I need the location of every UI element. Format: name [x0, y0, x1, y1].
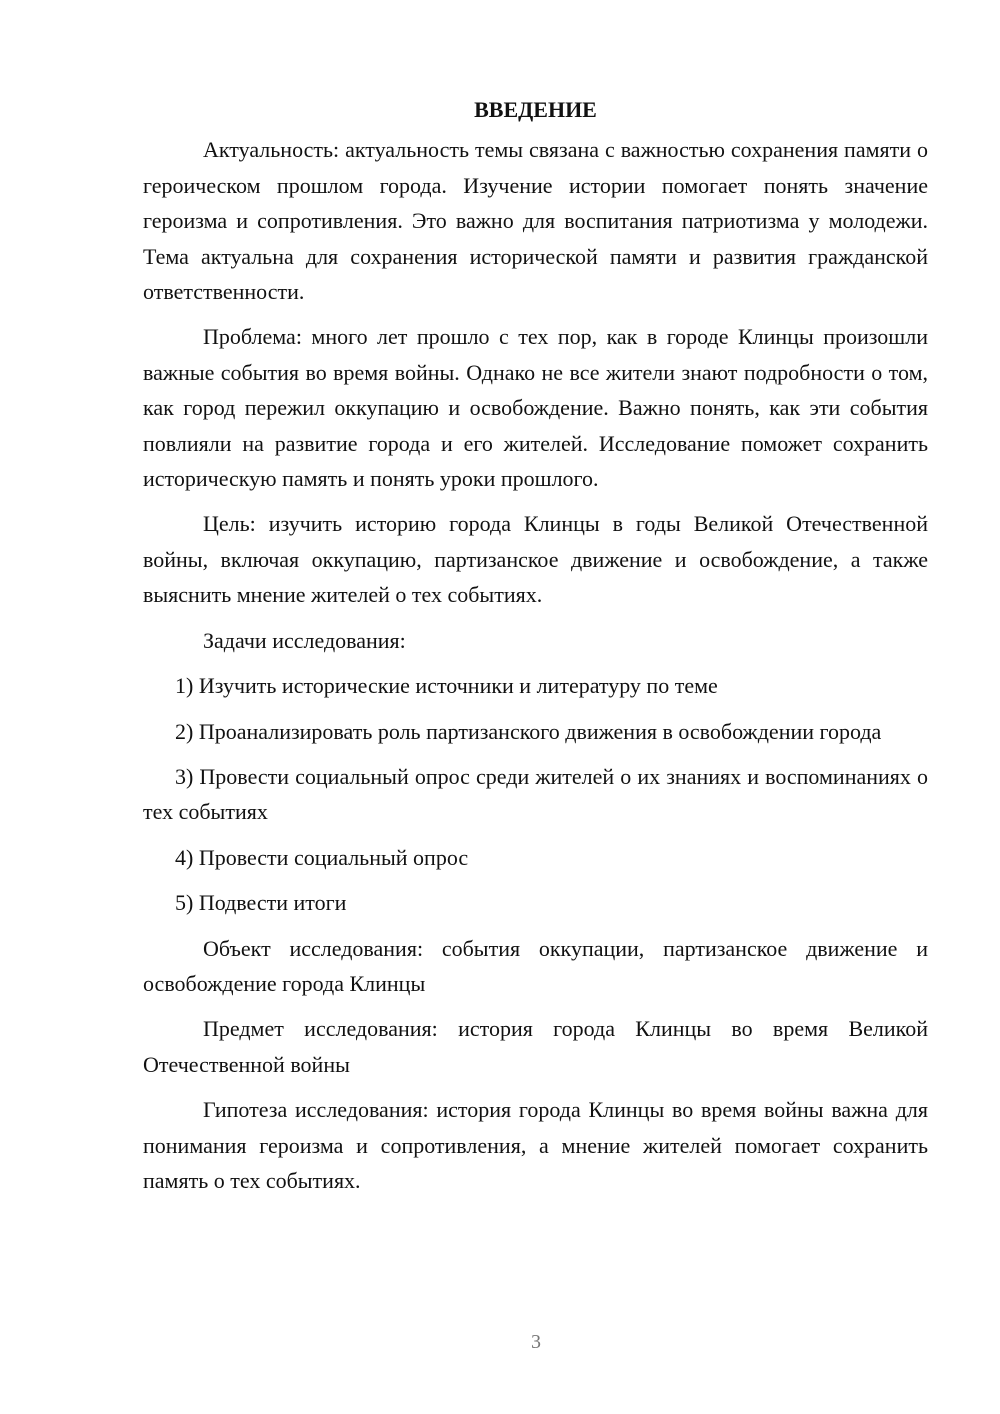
- paragraph-goal: Цель: изучить историю города Клинцы в годы Великой Отечественной войны, включая оккупацию, партизанское движение и освобождение, а также выяснить мнение жителей о тех событиях.: [143, 511, 928, 608]
- paragraph-relevance: Актуальность: актуальность темы связана с важностью сохранения памяти о героическом прошлом города. Изучение истории помогает понять значение героизма и сопротивления. Это важно для воспитания патриотизма у молодежи. Тема актуальна для сохранения исторической памяти и развития гражданской ответственности.: [143, 137, 928, 305]
- paragraph-subject: Предмет исследования: история города Клинцы во время Великой Отечественной войны: [143, 1016, 928, 1077]
- page-title: ВВЕДЕНИЕ: [474, 97, 597, 122]
- paragraph-hypothesis: Гипотеза исследования: история города Клинцы во время войны важна для понимания героизма и сопротивления, а мнение жителей помогает сохранить память о тех событиях.: [143, 1097, 928, 1193]
- page-content: [143, 92, 928, 1208]
- paragraph-problem: Проблема: много лет прошло с тех пор, как в городе Клинцы произошли важные события во время войны. Однако не все жители знают подробности о том, как город пережил оккупацию и освобождение. Важно понять, как эти события повлияли на развитие города и его жителей. Исследование поможет сохранить историческую память и понять уроки прошлого.: [143, 324, 928, 492]
- list-item: 1) Изучить исторические источники и литературу по теме: [175, 673, 718, 699]
- paragraph-object: Объект исследования: события оккупации, партизанское движение и освобождение города Клинцы: [143, 935, 928, 996]
- list-item: 5) Подвести итоги: [175, 890, 347, 916]
- list-item: 2) Проанализировать роль партизанского движения в освобождении города: [175, 718, 882, 744]
- list-item: 3) Провести социальный опрос среди жителей о их знаниях и воспоминаниях о тех событиях: [143, 763, 928, 825]
- list-item: 4) Провести социальный опрос: [175, 844, 469, 870]
- tasks-list: [143, 668, 928, 920]
- page-number: 3: [531, 1331, 541, 1353]
- paragraph-tasks-heading: Задачи исследования:: [203, 627, 406, 653]
